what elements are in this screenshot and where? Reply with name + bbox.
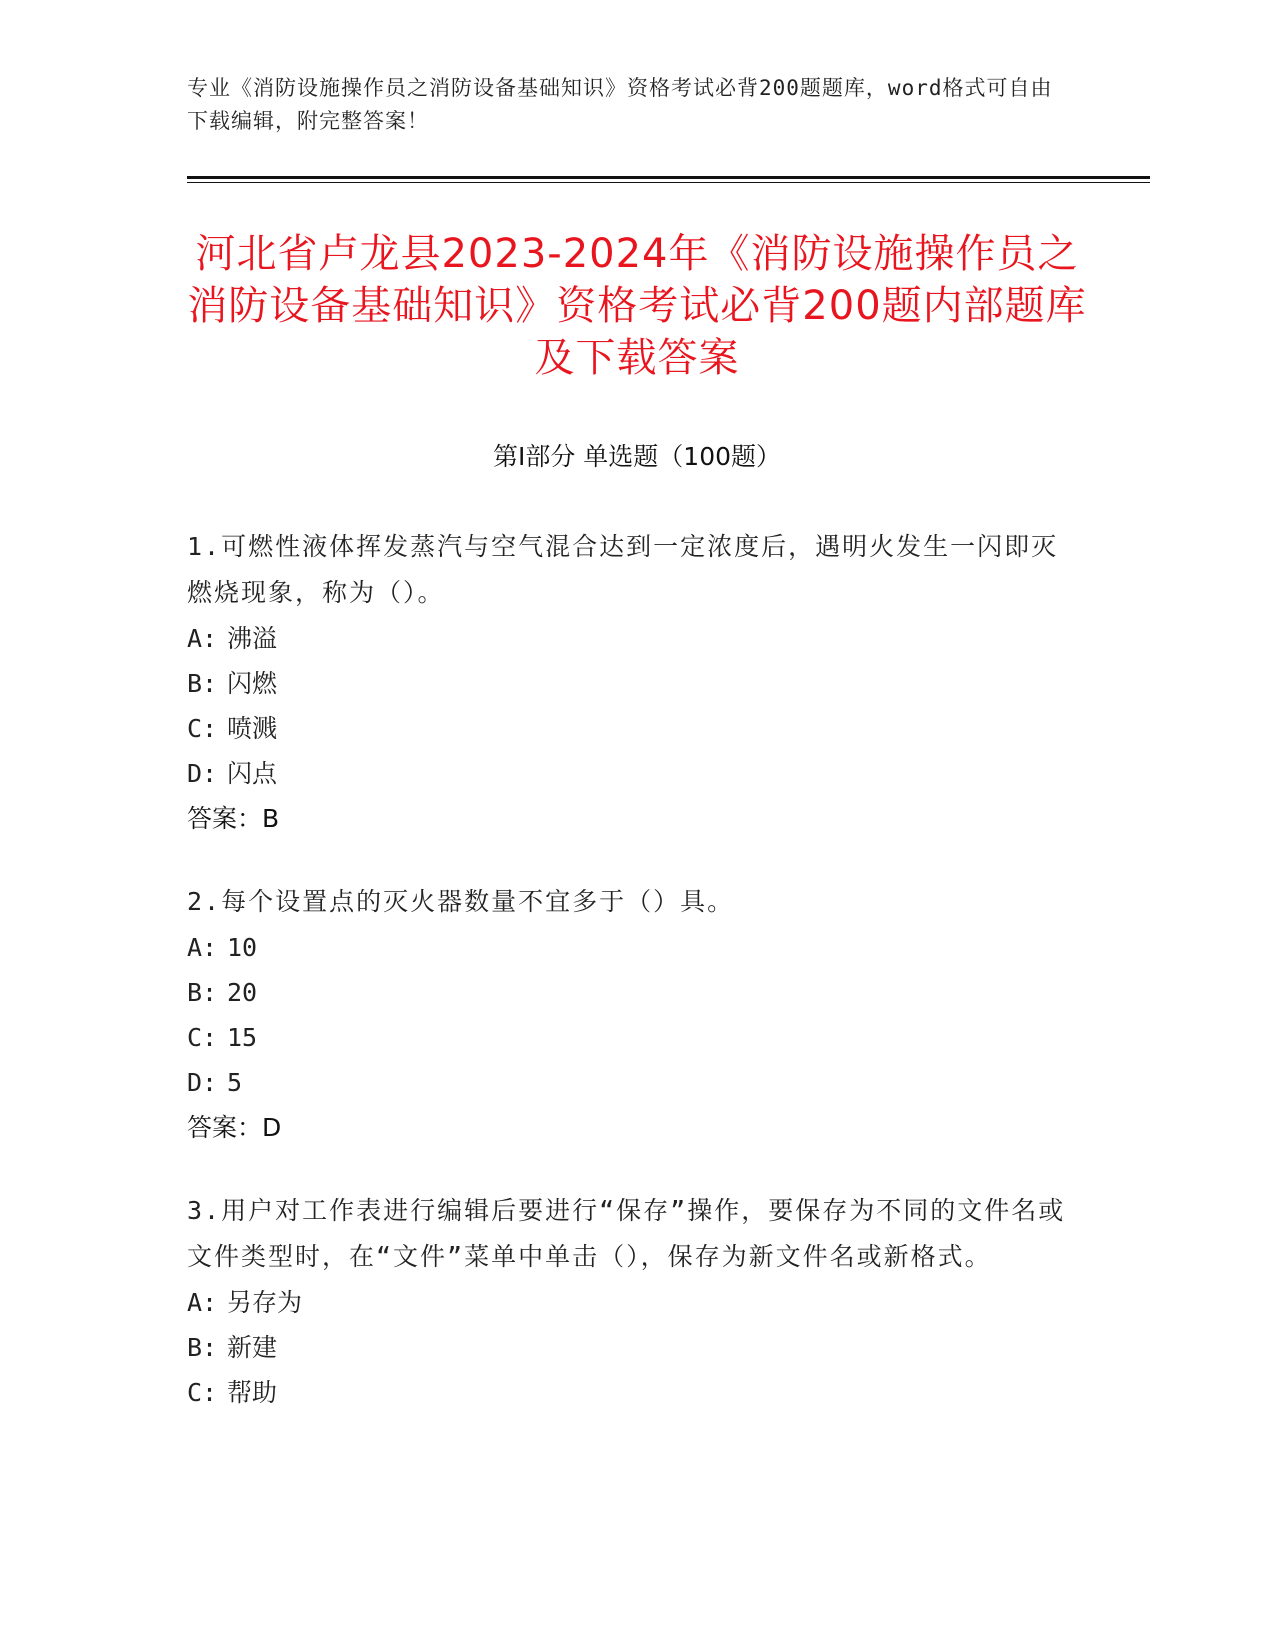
option-text: 5: [227, 1068, 243, 1097]
option-letter: D:: [187, 1068, 218, 1097]
option-letter: B:: [187, 978, 218, 1007]
option-text: 闪燃: [227, 669, 278, 698]
option-c: [187, 1370, 1067, 1415]
question-2: [187, 879, 1067, 1151]
option-text: 15: [227, 1023, 258, 1052]
option-text: 另存为: [227, 1288, 303, 1317]
option-text: 喷溅: [227, 714, 278, 743]
option-a: [187, 925, 1067, 970]
option-letter: A:: [187, 624, 218, 653]
option-text: 10: [227, 933, 258, 962]
option-text: 新建: [227, 1333, 278, 1362]
answer-line: 答案：D: [187, 1113, 282, 1142]
option-b: [187, 970, 1067, 1015]
question-stem: 3.用户对工作表进行编辑后要进行“保存”操作，要保存为不同的文件名或文件类型时，在“文件”菜单中单击（），保存为新文件名或新格式。: [187, 1196, 1066, 1271]
option-a: [187, 616, 1067, 661]
option-letter: A:: [187, 933, 218, 962]
header-divider-thick: [187, 176, 1150, 179]
option-text: 闪点: [227, 759, 278, 788]
option-letter: B:: [187, 1333, 218, 1362]
option-letter: D:: [187, 759, 218, 788]
answer-line: 答案：B: [187, 804, 280, 833]
option-letter: C:: [187, 1023, 218, 1052]
option-text: 沸溢: [227, 624, 278, 653]
document-title: 河北省卢龙县2023-2024年《消防设施操作员之消防设备基础知识》资格考试必背200题内部题库及下载答案: [187, 231, 1087, 381]
header-divider-thin: [187, 182, 1150, 183]
question-3: [187, 1188, 1067, 1415]
option-a: [187, 1280, 1067, 1325]
option-text: 20: [227, 978, 258, 1007]
option-b: [187, 661, 1067, 706]
question-stem: 2.每个设置点的灭火器数量不宜多于（）具。: [187, 887, 735, 916]
option-b: [187, 1325, 1067, 1370]
option-letter: C:: [187, 1378, 218, 1407]
option-d: [187, 1060, 1067, 1105]
option-c: [187, 1015, 1067, 1060]
section-heading: 第Ⅰ部分 单选题（100题）: [492, 442, 782, 471]
option-d: [187, 751, 1067, 796]
option-c: [187, 706, 1067, 751]
option-letter: A:: [187, 1288, 218, 1317]
question-1: [187, 524, 1067, 842]
header-note: 专业《消防设施操作员之消防设备基础知识》资格考试必背200题题库，word格式可自由下载编辑，附完整答案！: [187, 76, 1053, 133]
option-letter: B:: [187, 669, 218, 698]
question-stem: 1.可燃性液体挥发蒸汽与空气混合达到一定浓度后，遇明火发生一闪即灭燃烧现象，称为（）。: [187, 532, 1059, 607]
question-list: [187, 524, 1067, 1452]
option-text: 帮助: [227, 1378, 278, 1407]
option-letter: C:: [187, 714, 218, 743]
